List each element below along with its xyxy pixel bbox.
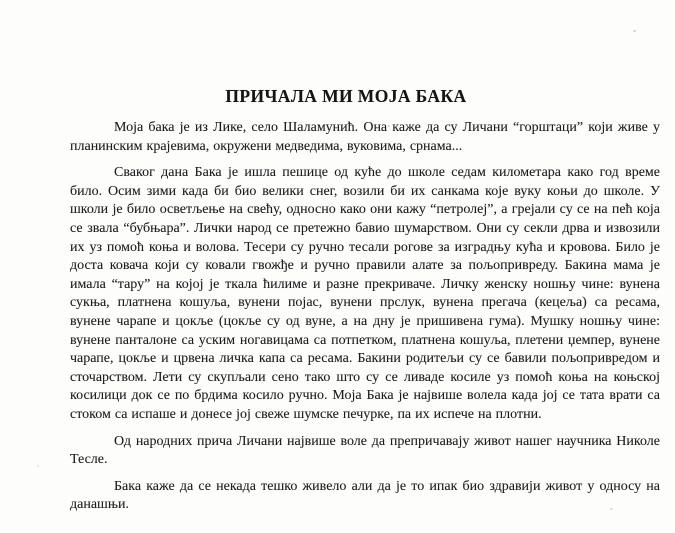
- paragraph-conclusion: Бака каже да се некада тешко живело али да је то ипак био здравији живот у односу на данашњи.: [70, 478, 660, 513]
- scan-speckle: [37, 465, 39, 467]
- paragraph-nikola-tesla: Од народних прича Личани највише воле да препричавају живот нашег научника Николе Тесле.: [70, 433, 660, 468]
- paragraph-intro-baka-lika: Моја бака је из Лике, село Шаламунић. Она каже да су Личани “горштаци” који живе у планинским крајевима, окружени медведима, вуковима, срнама...: [70, 120, 660, 154]
- paragraph-daily-life: Сваког дана Бака је ишла пешице од куће до школе седам километара како год време било. Осим зими када би био велики снег, возили би их санкама које вуку коњи до школе. У школи је било осветљење на свећу, односно како они кажу “петролеј”, а грејали су се на пећ која се звала “бубњара”. Лички народ се претежно бавио шумарством. Они су секли дрва и извозили их уз помоћ коња и волова. Тесери су ручно тесали рогове за изградњу кућа и кровова. Било је доста ковача који су ковали гвожђе и ручно правили алате за пољопривреду. Бакина мама је имала “тару” на којој је ткала ћилиме и разне прекриваче. Личку женску ношњу чине: вунена сукња, платнена кошуља, вунени појас, вунени прслук, вунена прегача (кецеља) са ресама, вунене чарапе и цокље (цокље су од вуне, а на дну је пришивена гума). Мушку ношњу чине: вунене панталоне са уским ногавицама са потпетком, платнена кошуља, плетени џемпер, вунене чарапе, цокље и црвена личка капа са ресама. Бакини родитељи су се бавили пољопривредом и сточарством. Лети су скупљали сено тако што су се ливаде косиле уз помоћ коња на коњској косилици док се по брдима косило ручно. Моја Бака је највише волела када јој се тата врати са стоком са испаше и донесе јој свеже шумске печурке, па их испече на плотни.: [70, 165, 660, 422]
- scan-speckle: [633, 30, 636, 32]
- document-title: ПРИЧАЛА МИ МОЈА БАКА: [225, 86, 467, 106]
